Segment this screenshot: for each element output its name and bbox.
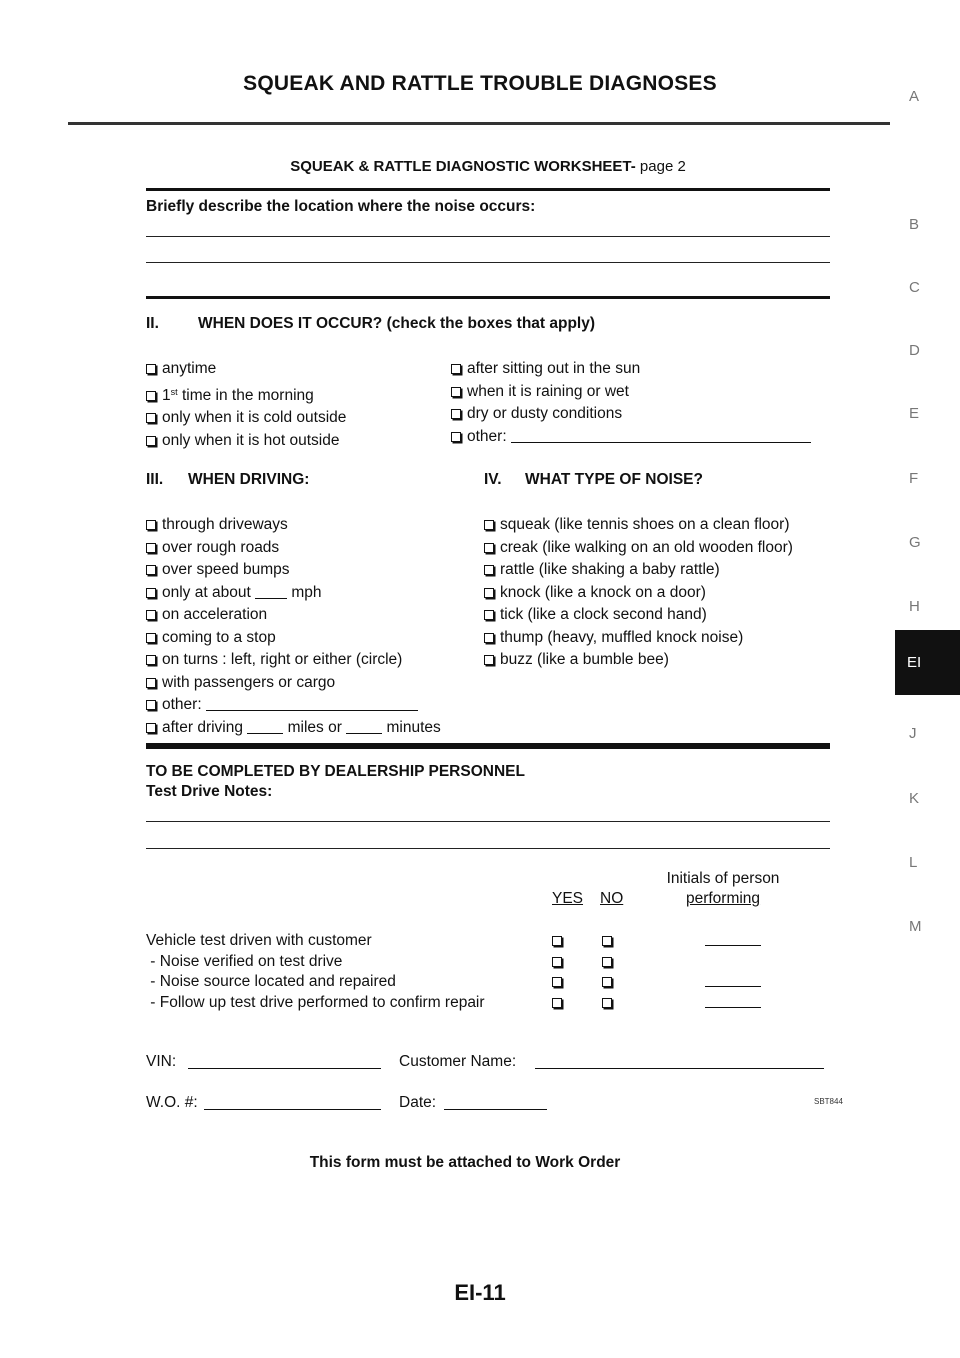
check-rain[interactable]: when it is raining or wet (451, 381, 811, 404)
checkbox-icon[interactable] (146, 413, 156, 423)
checkbox-icon[interactable] (484, 610, 494, 620)
no-column (602, 931, 618, 1013)
section2-number: II. (146, 315, 159, 332)
checkbox-icon[interactable] (146, 610, 156, 620)
index-letter-h[interactable]: H (909, 598, 920, 615)
figure-code: SBT844 (814, 1097, 843, 1106)
section3-number: III. (146, 471, 164, 488)
check-rattle[interactable]: rattle (like shaking a baby rattle) (484, 559, 793, 582)
miles-field[interactable] (247, 719, 283, 734)
location-line-1[interactable] (146, 236, 830, 237)
checkbox-icon[interactable] (146, 655, 156, 665)
attach-notice: This form must be attached to Work Order (309, 1154, 621, 1171)
initials-heading-2: performing (685, 890, 761, 907)
yes-checkbox-icon[interactable] (552, 936, 562, 946)
checkbox-icon[interactable] (146, 565, 156, 575)
dealer-heading: TO BE COMPLETED BY DEALERSHIP PERSONNEL (146, 763, 525, 780)
check-creak[interactable]: creak (like walking on an old wooden floor) (484, 537, 793, 560)
check-other-occur[interactable]: other: (451, 426, 811, 449)
check-acceleration[interactable]: on acceleration (146, 604, 441, 627)
index-letter-k[interactable]: K (909, 790, 920, 807)
section4-number: IV. (484, 471, 502, 488)
wo-label: W.O. #: (146, 1094, 198, 1111)
section3-list (146, 514, 441, 739)
check-hot[interactable]: only when it is hot outside (146, 430, 346, 453)
section2-heading: WHEN DOES IT OCCUR? (check the boxes that apply) (198, 315, 596, 332)
checkbox-icon[interactable] (146, 633, 156, 643)
check-driveways[interactable]: through driveways (146, 514, 441, 537)
no-heading: NO (600, 890, 624, 907)
location-prompt: Briefly describe the location where the noise occurs: (146, 198, 536, 215)
index-letter-b[interactable]: B (909, 216, 920, 233)
row-follow-up: - Follow up test drive performed to confirm repair (146, 993, 485, 1011)
checkbox-icon[interactable] (146, 700, 156, 710)
checkbox-icon[interactable] (451, 409, 461, 419)
index-tab-active[interactable]: EI (895, 630, 960, 695)
check-thump[interactable]: thump (heavy, muffled knock noise) (484, 627, 793, 650)
no-checkbox-icon[interactable] (602, 936, 612, 946)
checkbox-icon[interactable] (146, 364, 156, 374)
date-label: Date: (399, 1094, 437, 1111)
index-letter-l[interactable]: L (909, 854, 918, 871)
check-rough-roads[interactable]: over rough roads (146, 537, 441, 560)
checkbox-icon[interactable] (484, 588, 494, 598)
yes-checkbox-icon[interactable] (552, 977, 562, 987)
checkbox-icon[interactable] (484, 543, 494, 553)
row-test-driven: Vehicle test driven with customer (146, 932, 372, 949)
checkbox-icon[interactable] (146, 436, 156, 446)
index-letter-f[interactable]: F (909, 470, 919, 487)
worksheet-rule-top (146, 188, 830, 191)
check-turns[interactable]: on turns : left, right or either (circle) (146, 649, 441, 672)
index-letter-d[interactable]: D (909, 342, 920, 359)
checkbox-icon[interactable] (484, 633, 494, 643)
check-stop[interactable]: coming to a stop (146, 627, 441, 650)
yes-heading: YES (552, 890, 584, 907)
initials-field-3[interactable] (705, 986, 761, 987)
checkbox-icon[interactable] (146, 391, 156, 401)
initials-field-4[interactable] (705, 1007, 761, 1008)
dealer-rule (146, 743, 830, 749)
initials-heading-1: Initials of person (666, 870, 780, 887)
vin-label: VIN: (146, 1053, 177, 1070)
section2-left-list (146, 358, 346, 452)
mph-field[interactable] (255, 584, 287, 599)
other-occur-field[interactable] (511, 428, 811, 443)
check-anytime[interactable]: anytime (146, 358, 346, 381)
verification-rows (146, 931, 485, 1013)
row-source-repaired: - Noise source located and repaired (146, 973, 396, 990)
worksheet-title-bold: SQUEAK & RATTLE DIAGNOSTIC WORKSHEET- (290, 158, 636, 175)
no-checkbox-icon[interactable] (602, 957, 612, 967)
section2-rule (146, 296, 830, 299)
check-sun[interactable]: after sitting out in the sun (451, 358, 811, 381)
check-speed[interactable]: only at about mph (146, 582, 441, 605)
checkbox-icon[interactable] (484, 565, 494, 575)
checkbox-icon[interactable] (146, 520, 156, 530)
index-letter-j[interactable]: J (909, 725, 917, 742)
section2-right-list (451, 358, 811, 448)
yes-column (552, 931, 568, 1013)
location-line-2[interactable] (146, 262, 830, 263)
checkbox-icon[interactable] (146, 678, 156, 688)
page-number: EI-11 (454, 1280, 506, 1305)
section4-list (484, 514, 793, 672)
no-checkbox-icon[interactable] (602, 977, 612, 987)
yes-checkbox-icon[interactable] (552, 998, 562, 1008)
vin-field[interactable] (188, 1068, 381, 1069)
checkbox-icon[interactable] (146, 543, 156, 553)
check-knock[interactable]: knock (like a knock on a door) (484, 582, 793, 605)
index-letter-g[interactable]: G (909, 534, 921, 551)
worksheet-title (146, 158, 830, 175)
other-driving-field[interactable] (206, 696, 418, 711)
check-after-driving[interactable]: after driving miles or minutes (146, 717, 441, 740)
index-letter-m[interactable]: M (909, 918, 922, 935)
customer-name-field[interactable] (535, 1068, 824, 1069)
date-field[interactable] (444, 1109, 547, 1110)
section3-heading: WHEN DRIVING: (188, 471, 310, 488)
checkbox-icon[interactable] (484, 520, 494, 530)
no-checkbox-icon[interactable] (602, 998, 612, 1008)
wo-field[interactable] (204, 1109, 381, 1110)
checkbox-icon[interactable] (146, 723, 156, 733)
checkbox-icon[interactable] (146, 588, 156, 598)
check-cold[interactable]: only when it is cold outside (146, 407, 346, 430)
test-drive-notes-label: Test Drive Notes: (146, 783, 273, 800)
index-letter-c[interactable]: C (909, 279, 920, 296)
check-buzz[interactable]: buzz (like a bumble bee) (484, 649, 793, 672)
yes-checkbox-icon[interactable] (552, 957, 562, 967)
checkbox-icon[interactable] (451, 387, 461, 397)
check-other-driving[interactable]: other: (146, 694, 441, 717)
checkbox-icon[interactable] (484, 655, 494, 665)
check-tick[interactable]: tick (like a clock second hand) (484, 604, 793, 627)
page-header-title: SQUEAK AND RATTLE TROUBLE DIAGNOSES (243, 72, 717, 95)
check-speed-bumps[interactable]: over speed bumps (146, 559, 441, 582)
check-first-time[interactable]: 1st time in the morning (146, 381, 346, 408)
minutes-field[interactable] (346, 719, 382, 734)
initials-field-1[interactable] (705, 945, 761, 946)
check-dusty[interactable]: dry or dusty conditions (451, 403, 811, 426)
notes-line-2[interactable] (146, 848, 830, 849)
customer-name-label: Customer Name: (399, 1053, 517, 1070)
check-squeak[interactable]: squeak (like tennis shoes on a clean floor) (484, 514, 793, 537)
check-passengers[interactable]: with passengers or cargo (146, 672, 441, 695)
index-letter-e[interactable]: E (909, 405, 920, 422)
worksheet-title-page: page 2 (635, 158, 686, 175)
notes-line-1[interactable] (146, 821, 830, 822)
row-noise-verified: - Noise verified on test drive (146, 952, 343, 970)
index-letter-a[interactable]: A (909, 88, 920, 105)
section4-heading: WHAT TYPE OF NOISE? (525, 471, 703, 488)
checkbox-icon[interactable] (451, 364, 461, 374)
checkbox-icon[interactable] (451, 432, 461, 442)
header-divider (68, 122, 890, 125)
